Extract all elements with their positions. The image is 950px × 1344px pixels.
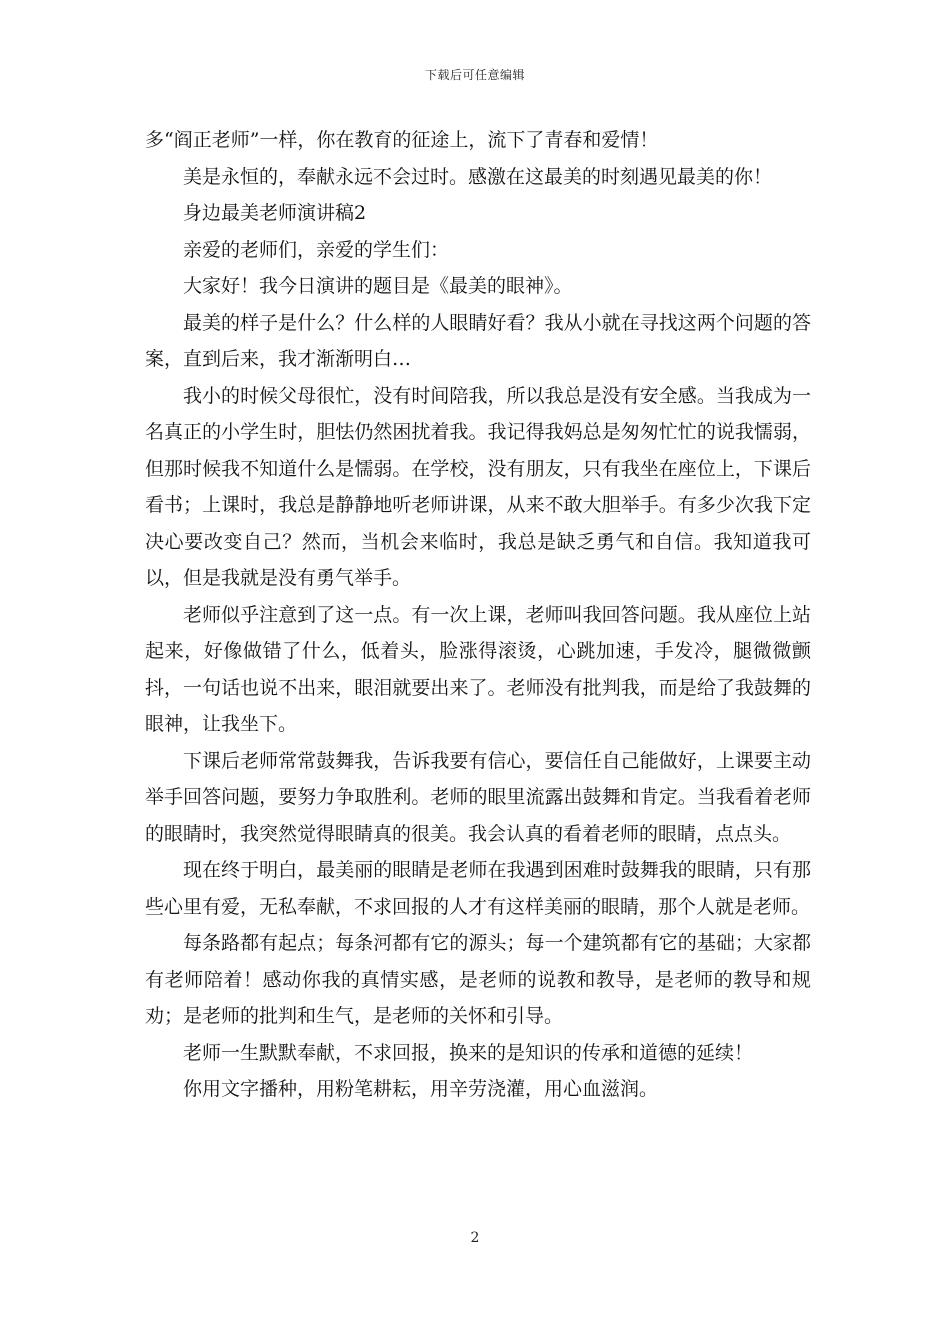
page-number: 2 xyxy=(470,1230,480,1246)
paragraph: 老师似乎注意到了这一点。有一次上课，老师叫我回答问题。我从座位上站起来，好像做错了什么，低着头，脸涨得滚烫，心跳加速，手发冷，腿微微颤抖，一句话也说不出来，眼泪就要出来了。老师没有批判我，而是给了我鼓舞的眼神，让我坐下。 xyxy=(145,603,811,735)
page-header: 下载后可任意编辑 xyxy=(424,68,525,82)
paragraph: 多“阎正老师”一样，你在教育的征途上，流下了青春和爱情！ xyxy=(145,129,659,151)
paragraph: 现在终于明白，最美丽的眼睛是老师在我遇到困难时鼓舞我的眼睛，只有那些心里有爱，无私奉献，不求回报的人才有这样美丽的眼睛，那个人就是老师。 xyxy=(145,859,811,918)
paragraph: 我小的时候父母很忙，没有时间陪我，所以我总是没有安全感。当我成为一名真正的小学生时，胆怯仍然困扰着我。我记得我妈总是匆匆忙忙的说我懦弱，但那时候我不知道什么是懦弱。在学校，没有朋友，只有我坐在座位上，下课后看书；上课时，我总是静静地听老师讲课，从来不敢大胆举手。有多少次我下定决心要改变自己？然而，当机会来临时，我总是缺乏勇气和自信。我知道我可以，但是我就是没有勇气举手。 xyxy=(145,384,811,589)
paragraph: 最美的样子是什么？什么样的人眼睛好看？我从小就在寻找这两个问题的答案，直到后来，我才渐渐明白… xyxy=(145,311,811,370)
paragraph: 每条路都有起点；每条河都有它的源头；每一个建筑都有它的基础；大家都有老师陪着！感动你我的真情实感，是老师的说教和教导，是老师的教导和规劝；是老师的批判和生气，是老师的关怀和引导。 xyxy=(145,932,811,1027)
paragraph: 下课后老师常常鼓舞我，告诉我要有信心，要信任自己能做好，上课要主动举手回答问题，要努力争取胜利。老师的眼里流露出鼓舞和肯定。当我看着老师的眼睛时，我突然觉得眼睛真的很美。我会认真的看着老师的眼睛，点点头。 xyxy=(145,749,811,845)
salutation: 亲爱的老师们，亲爱的学生们： xyxy=(183,238,450,261)
paragraph: 老师一生默默奉献，不求回报，换来的是知识的传承和道德的延续！ xyxy=(183,1041,754,1064)
document-body xyxy=(145,122,811,1108)
speech-title: 身边最美老师演讲稿2 xyxy=(183,202,367,224)
paragraph: 你用文字播种，用粉笔耕耘，用辛劳浇灌，用心血滋润。 xyxy=(183,1078,659,1100)
paragraph: 美是永恒的，奉献永远不会过时。感激在这最美的时刻遇见最美的你！ xyxy=(183,165,773,188)
paragraph: 大家好！我今日演讲的题目是《最美的眼神》。 xyxy=(183,275,573,297)
